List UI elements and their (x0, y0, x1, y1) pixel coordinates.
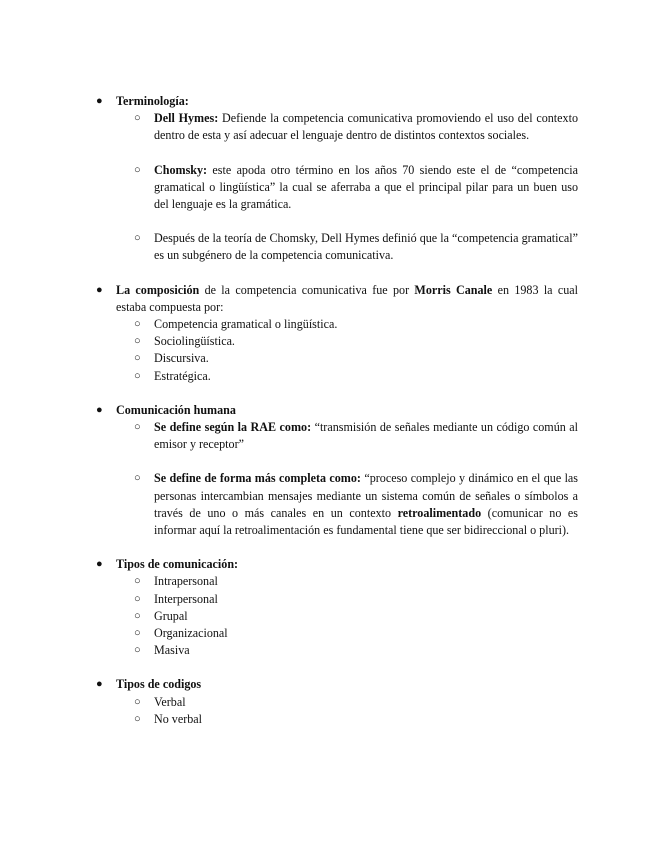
list-item-label: Sociolingüística. (154, 334, 235, 349)
hollow-bullet-icon: ○ (134, 369, 141, 382)
hollow-bullet-icon: ○ (134, 112, 141, 125)
list-item (0, 694, 655, 711)
section-composicion (0, 282, 655, 385)
heading-tipos-comunicacion: Tipos de comunicación: (116, 557, 239, 572)
text-rae: “transmisión de señales mediante un código común al emisor y receptor” (154, 420, 578, 452)
filled-bullet-icon: ● (96, 403, 103, 416)
hollow-bullet-icon: ○ (134, 592, 141, 605)
hollow-bullet-icon: ○ (134, 352, 141, 365)
bold-retroalimentado: retroalimentado (397, 505, 482, 520)
list-item (0, 591, 655, 608)
text-chomsky: este apoda otro término en los años 70 siendo este el de “competencia gramatical o lingüística” la cual se aferraba a que el principal pilar para un buen uso del lenguaje es la gramática. (154, 162, 578, 212)
text-composicion-mid: de la competencia comunicativa fue por (199, 282, 415, 297)
bullet-item (0, 93, 655, 110)
list-item (0, 368, 655, 385)
text-dell-hymes: Defiende la competencia comunicativa promoviendo el uso del contexto dentro de esta y así adecuar el lenguaje dentro de distintos contextos sociales. (154, 111, 578, 143)
filled-bullet-icon: ● (96, 678, 103, 691)
sub-item-completa (0, 470, 655, 539)
section-terminologia (0, 93, 655, 265)
section-comunicacion-humana (0, 402, 655, 539)
hollow-bullet-icon: ○ (134, 232, 141, 245)
hollow-bullet-icon: ○ (134, 627, 141, 640)
heading-terminologia: Terminología: (116, 94, 189, 108)
text-despues: Después de la teoría de Chomsky, Dell Hymes definió que la “competencia gramatical” es un subgénero de la competencia comunicativa. (154, 231, 578, 263)
list-item-label: Verbal (154, 694, 186, 709)
list-item-label: Estratégica. (154, 368, 211, 383)
list-item-label: No verbal (154, 711, 203, 726)
list-item (0, 711, 655, 728)
section-tipos-comunicacion (0, 556, 655, 659)
hollow-bullet-icon: ○ (134, 644, 141, 657)
bullet-item (0, 556, 655, 573)
filled-bullet-icon: ● (96, 283, 103, 296)
list-item-label: Organizacional (154, 626, 228, 641)
hollow-bullet-icon: ○ (134, 318, 141, 331)
term-rae: Se define según la RAE como: (154, 420, 312, 435)
list-item-label: Interpersonal (154, 591, 218, 606)
hollow-bullet-icon: ○ (134, 421, 141, 434)
sub-item-dell-hymes (0, 110, 655, 144)
list-item-label: Discursiva. (154, 351, 209, 366)
list-item (0, 333, 655, 350)
text-completa-1: “proceso complejo y dinámico en el que las personas intercambian mensajes mediante un sistema común de señales o símbolos a través de uno o más canales en un contexto (154, 471, 579, 520)
list-item (0, 350, 655, 367)
bullet-item (0, 282, 655, 316)
list-item (0, 625, 655, 642)
section-tipos-codigos (0, 676, 655, 728)
hollow-bullet-icon: ○ (134, 695, 141, 708)
heading-tipos-codigos: Tipos de codigos (116, 677, 202, 692)
hollow-bullet-icon: ○ (134, 609, 141, 622)
list-item (0, 316, 655, 333)
document-body (0, 93, 655, 728)
list-item (0, 573, 655, 590)
term-chomsky: Chomsky: (154, 162, 208, 177)
text-composicion-end: en 1983 la cual estaba compuesta por: (116, 282, 579, 314)
hollow-bullet-icon: ○ (134, 712, 141, 725)
list-item-label: Grupal (154, 608, 188, 623)
hollow-bullet-icon: ○ (134, 472, 141, 485)
heading-comunicacion-humana: Comunicación humana (116, 402, 236, 417)
hollow-bullet-icon: ○ (134, 575, 141, 588)
bold-morris-canale: Morris Canale (414, 282, 493, 297)
list-item-label: Masiva (154, 643, 190, 658)
text-completa-2: (comunicar no es informar aquí la retroalimentación es fundamental tiene que ser bidireccional o pluri). (154, 505, 578, 538)
sub-item-rae (0, 419, 655, 453)
list-item-label: Intrapersonal (154, 574, 218, 589)
sub-item-chomsky (0, 162, 655, 214)
filled-bullet-icon: ● (96, 95, 103, 107)
hollow-bullet-icon: ○ (134, 163, 141, 176)
bold-la-composicion: La composición (116, 282, 200, 297)
term-dell-hymes: Dell Hymes: (154, 111, 219, 126)
list-item (0, 608, 655, 625)
sub-item-despues (0, 230, 655, 264)
list-item-label: Competencia gramatical o lingüística. (154, 317, 338, 332)
hollow-bullet-icon: ○ (134, 335, 141, 348)
list-item (0, 642, 655, 659)
term-completa: Se define de forma más completa como: (154, 471, 361, 486)
bullet-item (0, 676, 655, 693)
bullet-item (0, 402, 655, 419)
filled-bullet-icon: ● (96, 558, 103, 571)
